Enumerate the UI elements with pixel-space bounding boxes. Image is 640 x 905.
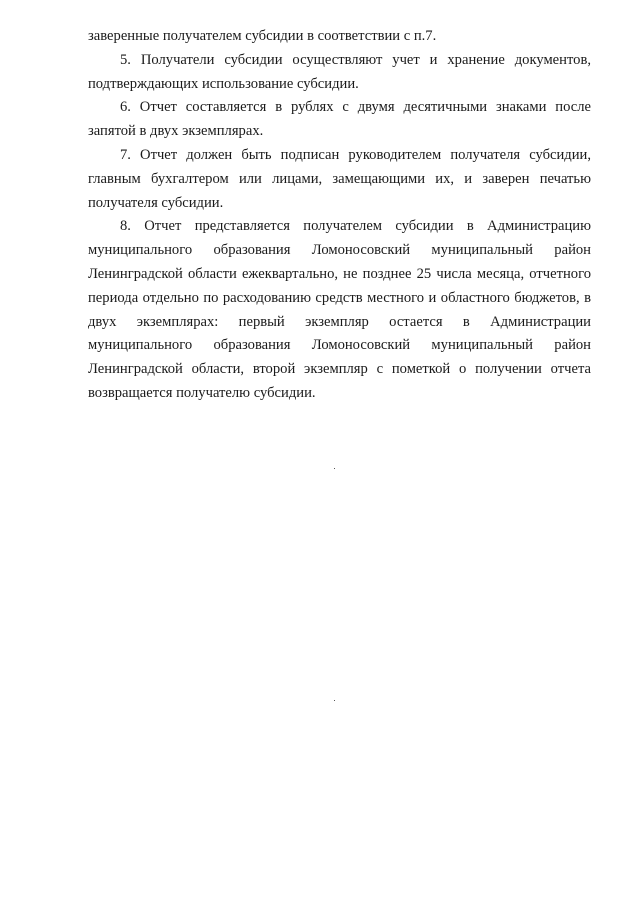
paragraph-item-6: 6. Отчет составляется в рублях с двумя десятичными знаками после запятой в двух экземплярах. [88,99,591,140]
paragraph-item-7: 7. Отчет должен быть подписан руководителем получателя субсидии, главным бухгалтером или лицами, замещающими их, и заверен печатью получателя субсидии. [88,146,591,211]
paragraph-item-8: 8. Отчет представляется получателем субсидии в Администрацию муниципального образования Ломоносовский муниципальный район Ленинградской области ежеквартально, не позднее 25 числа месяца, отчетного периода отдельно по расходованию средств местного и областного бюджетов, в двух экземплярах: первый экземпляр остается в Администрации муниципального образования Ломоносовский муниципальный район Ленинградской области, второй экземпляр с пометкой о получении отчета возвращается получателю субсидии. [88,218,591,401]
scan-speck [334,468,335,469]
paragraph-item-5: 5. Получатели субсидии осуществляют учет и хранение документов, подтверждающих использование субсидии. [88,51,591,92]
scan-speck [334,700,335,701]
document-page [88,25,591,406]
paragraph-continuation: заверенные получателем субсидии в соответствии с п.7. [88,28,437,44]
